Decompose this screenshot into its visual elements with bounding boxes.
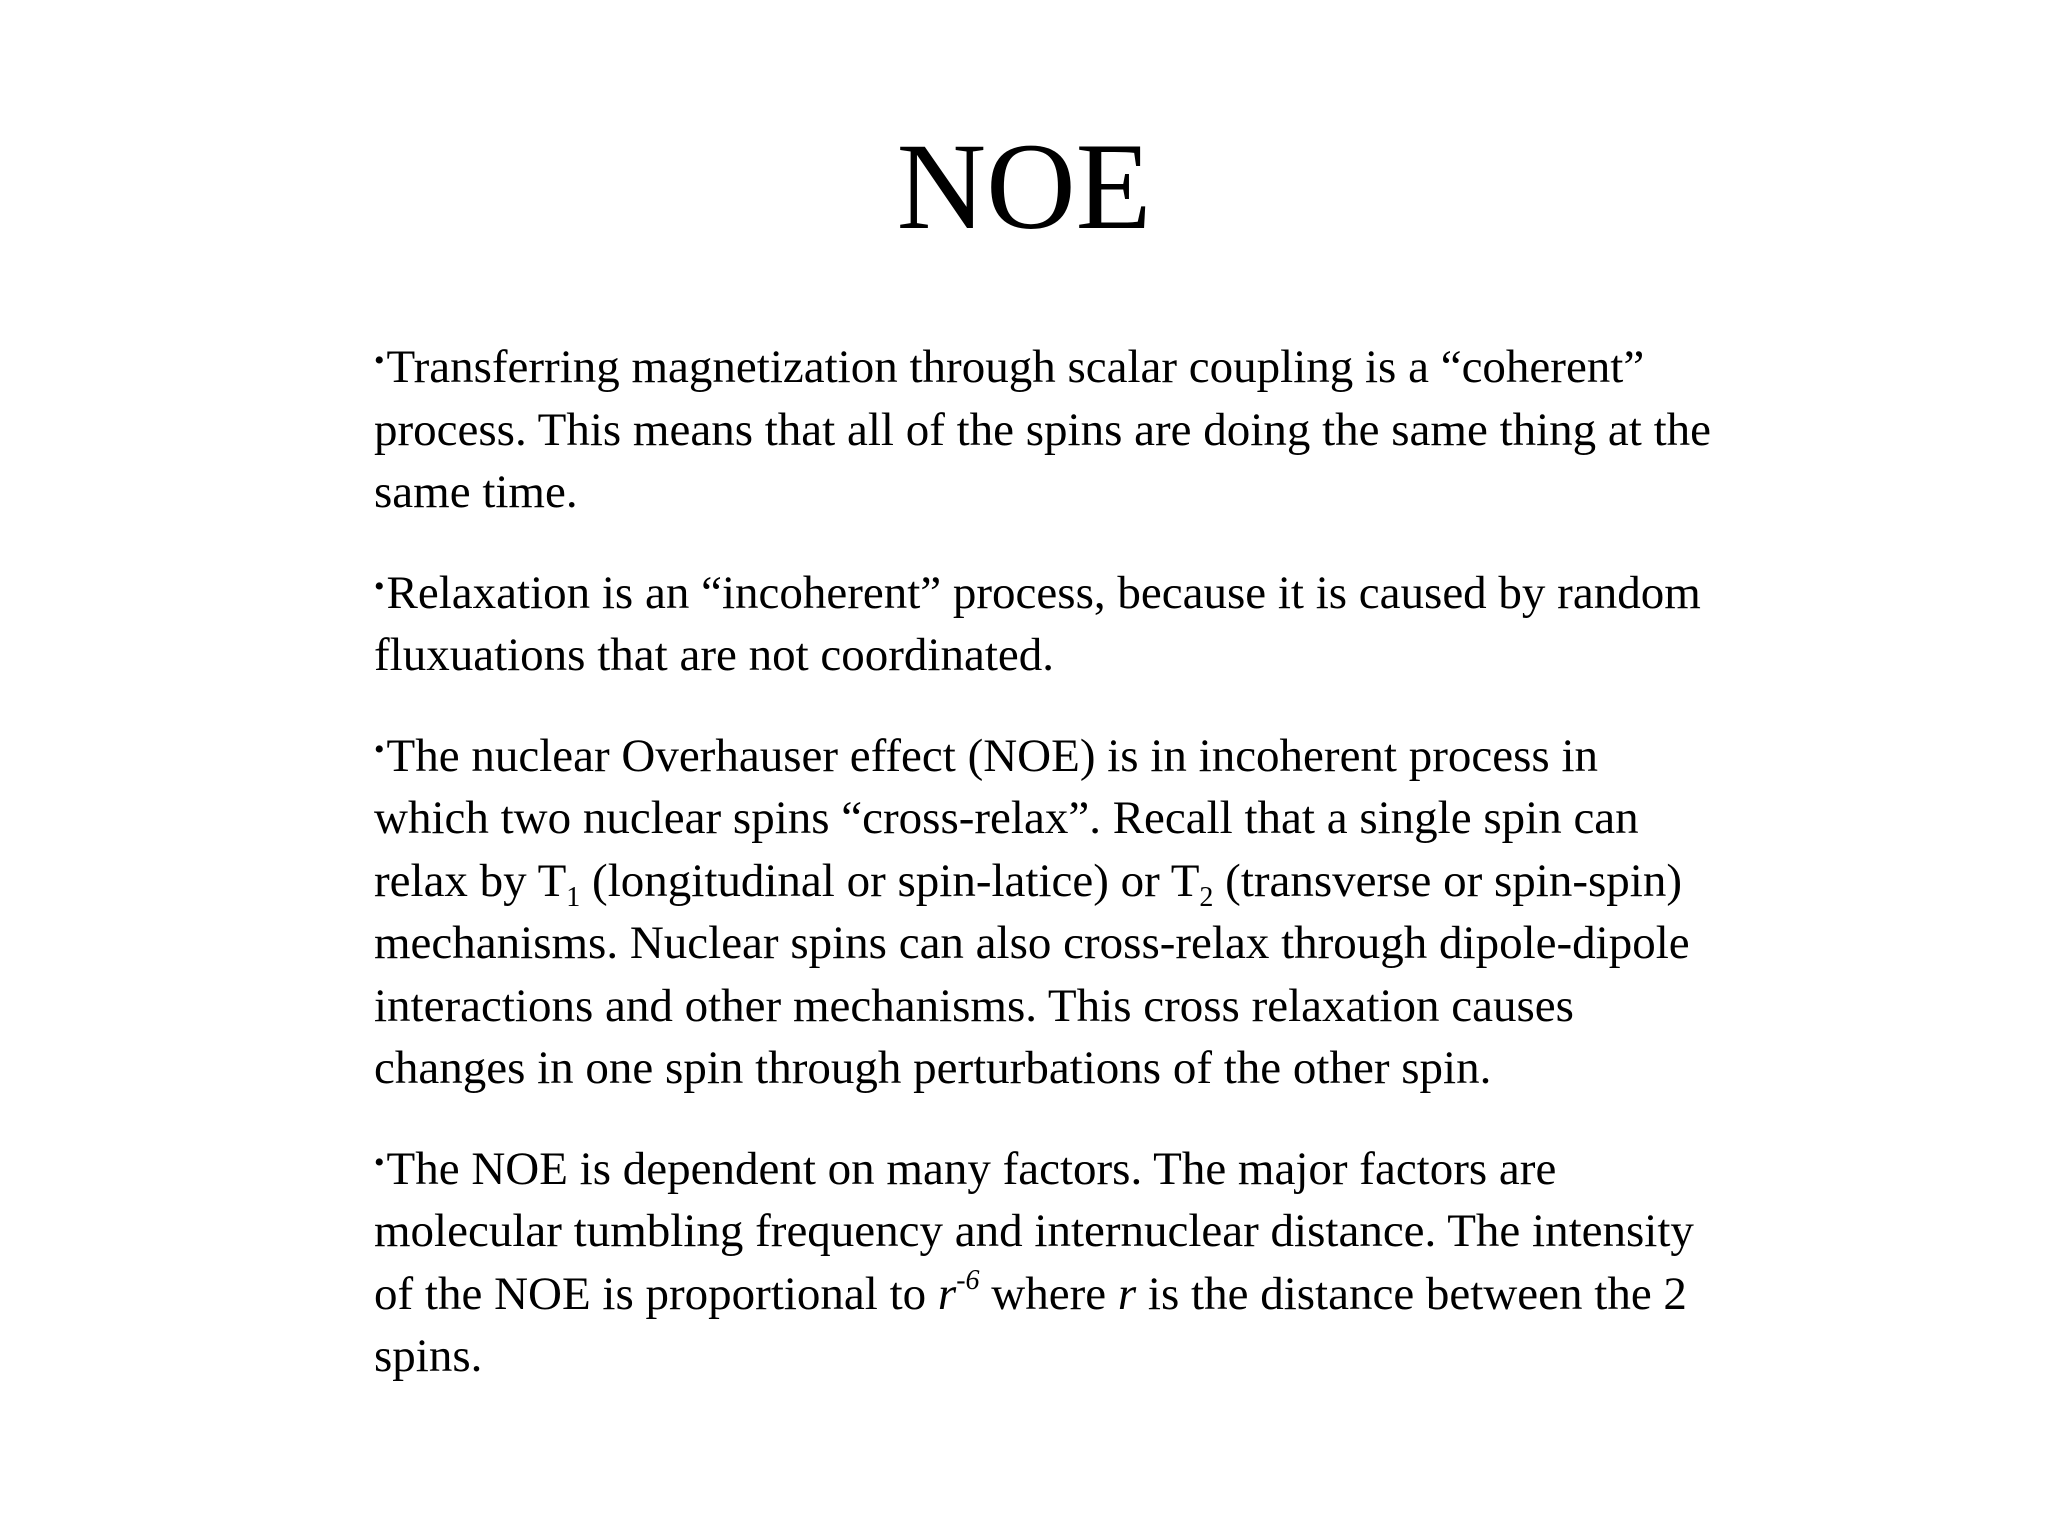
paragraph-text: The NOE is dependent on many factors. The major factors are molecular tumbling frequency and internuclear distance. The intensity of the NOE is proportional to [374, 1142, 1694, 1320]
paragraph-text: is the distance between the 2 spins. [374, 1267, 1687, 1382]
bullet-marker: • [374, 569, 385, 603]
paragraph-text: Relaxation is an “incoherent” process, because it is caused by random fluxuations that are not coordinated. [374, 566, 1701, 681]
paragraph-text: where [979, 1267, 1118, 1320]
bullet-paragraph-noe-definition [374, 719, 1714, 1100]
bullet-paragraph-coherent [374, 330, 1714, 524]
slide-title: NOE [896, 118, 1152, 255]
bullet-marker: • [374, 732, 385, 766]
bullet-marker: • [374, 344, 385, 377]
paragraph-text: (transverse or spin-spin) mechanisms. Nuclear spins can also cross-relax through dipole-dipole interactions and other mechanisms. This cross relaxation causes changes in one spin through perturbations of the other spin. [374, 854, 1690, 1094]
bullet-marker: • [374, 1145, 385, 1179]
paragraph-text: (longitudinal or spin-latice) or T [580, 854, 1200, 907]
slide-body [374, 330, 1714, 1420]
bullet-paragraph-noe-factors [374, 1132, 1714, 1388]
variable-r: r [937, 1267, 957, 1320]
paragraph-text: Transferring magnetization through scalar coupling is a “coherent” process. This means that all of the spins are doing the same thing at the same time. [374, 341, 1712, 518]
t2-subscript: 2 [1199, 881, 1214, 913]
variable-r: r [1117, 1267, 1137, 1320]
bullet-paragraph-relaxation [374, 556, 1714, 687]
exponent: -6 [956, 1264, 980, 1296]
t1-subscript: 1 [566, 881, 581, 913]
paragraph-text: The nuclear Overhauser effect (NOE) is in incoherent process in which two nuclear spins “cross-relax”. Recall that a single spin can relax by T [374, 729, 1639, 907]
